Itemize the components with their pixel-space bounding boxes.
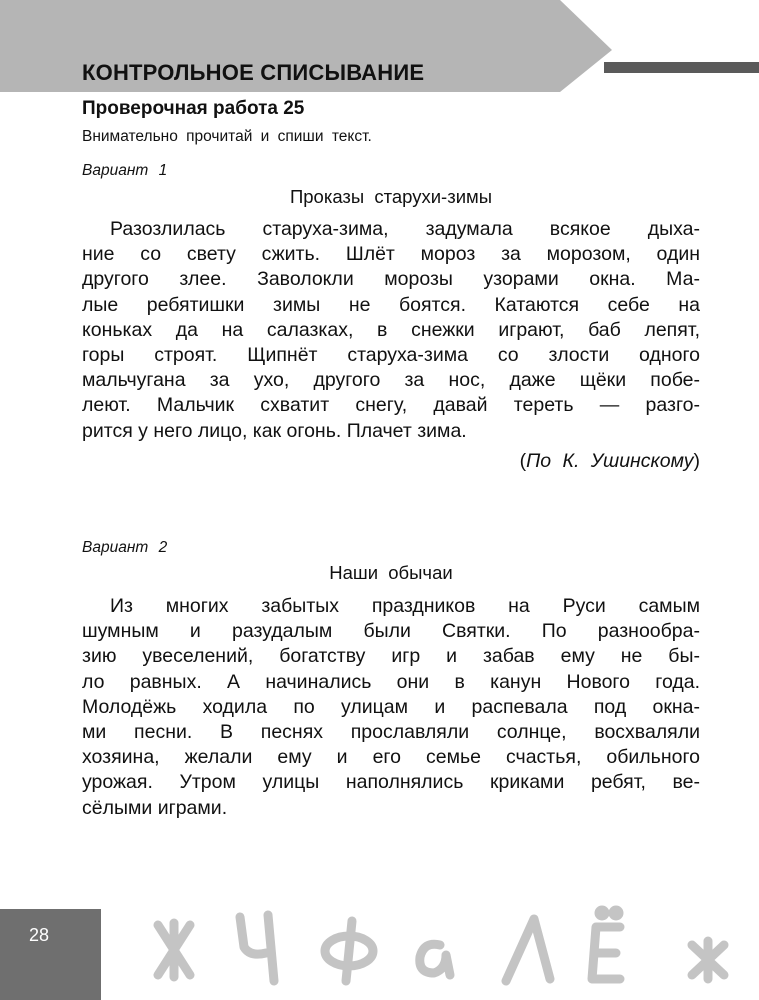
text-line: зию увеселений, богатству игр и забав ему не бы- — [82, 645, 700, 668]
variant-1-author — [82, 450, 700, 473]
text-line: сёлыми играми. — [82, 796, 228, 819]
text-line: другого злее. Заволокли морозы узорами окна. Ма- — [82, 268, 700, 291]
variant-1-text — [82, 217, 700, 444]
text-line: лые ребятишки зимы не боятся. Катаются себе на — [82, 293, 700, 316]
text-line: урожая. Утром улицы наполнялись криками ребят, ве- — [82, 771, 700, 794]
variant-1-title: Проказы старухи-зимы — [289, 186, 493, 207]
text-line: леют. Мальчик схватит снегу, давай тереть — разго- — [82, 394, 700, 417]
variant-2-label: Вариант 2 — [82, 539, 168, 556]
decorative-cyrillic-letters-icon — [140, 895, 750, 995]
text-line: шумным и разудалым были Святки. По разнообра- — [82, 620, 700, 643]
variant-2-text — [82, 594, 700, 821]
text-line: коньках да на салазках, в снежки играют, баб лепят, — [82, 318, 700, 341]
author-paren-close: ) — [693, 450, 700, 472]
instruction: Внимательно прочитай и спиши текст. — [82, 128, 372, 145]
test-title: Проверочная работа 25 — [82, 98, 305, 119]
variant-2-title: Наши обычаи — [329, 562, 453, 583]
text-line: ми песни. В песнях прославляли солнце, восхваляли — [82, 720, 700, 743]
author-name: По К. Ушинскому — [526, 450, 694, 472]
text-line: Молодёжь ходила по улицам и распевала под окна- — [82, 695, 700, 718]
text-line: горы строят. Щипнёт старуха-зима со злости одного — [82, 343, 700, 366]
text-line: ло равных. А начинались они в канун Нового года. — [82, 670, 700, 693]
text-line: мальчугана за ухо, другого за нос, даже щёки побе- — [82, 369, 700, 392]
page-number: 28 — [28, 925, 50, 945]
page-number-box — [0, 909, 101, 1000]
author-paren-open: ( — [519, 450, 527, 472]
text-line: рится у него лицо, как огонь. Плачет зима. — [82, 419, 467, 442]
text-line: ние со свету сжить. Шлёт мороз за морозом, один — [82, 243, 700, 266]
text-line: Разозлилась старуха-зима, задумала всякое дыха- — [110, 218, 700, 240]
section-title: КОНТРОЛЬНОЕ СПИСЫВАНИЕ — [82, 60, 425, 85]
text-line: Из многих забытых праздников на Руси самым — [110, 595, 700, 617]
text-line: хозяина, желали ему и его семье счастья, обильного — [82, 746, 700, 769]
variant-1-label: Вариант 1 — [82, 162, 168, 179]
